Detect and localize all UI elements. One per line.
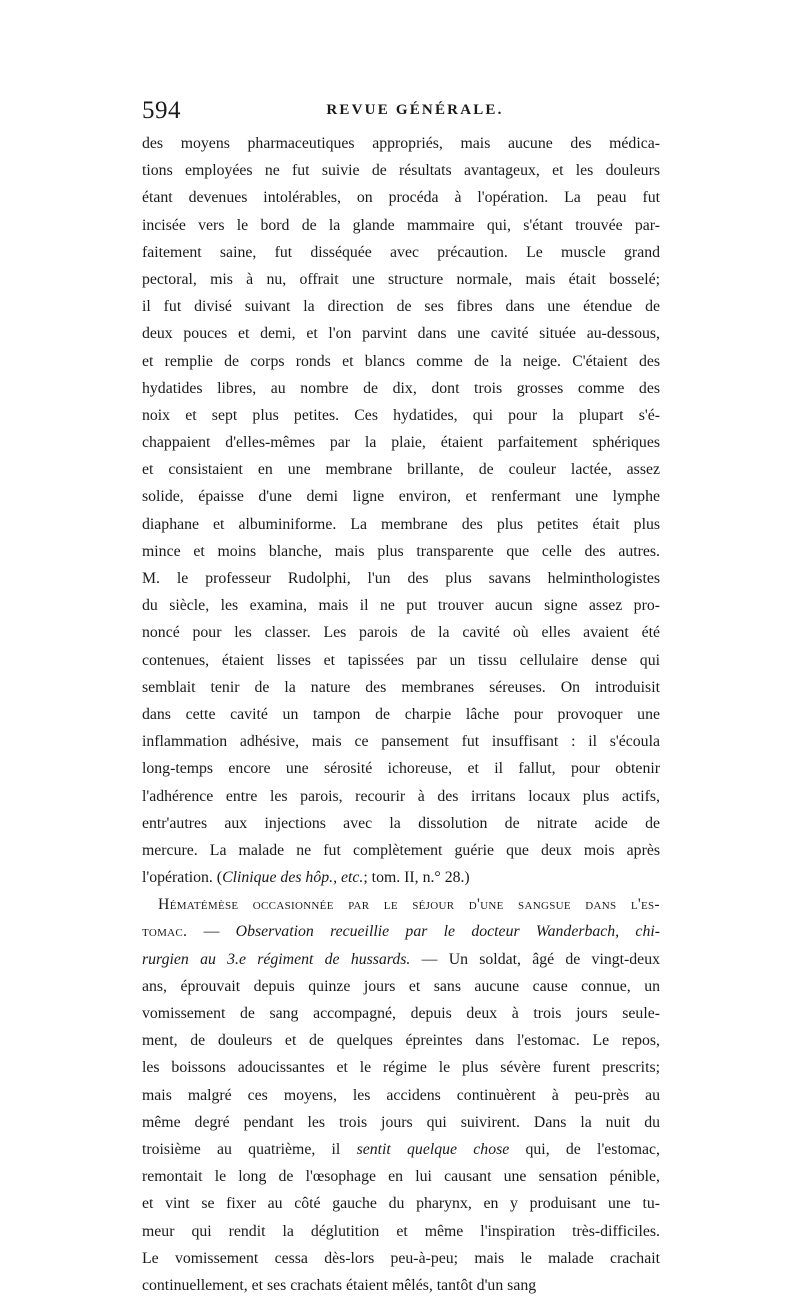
running-head: REVUE GÉNÉRALE. bbox=[326, 102, 504, 118]
text-span: — Un soldat, âgé de vingt-deux bbox=[410, 950, 660, 968]
text-line: et consistaient en une membrane brillante, de couleur lactée, assez bbox=[142, 461, 660, 479]
text-line: M. le professeur Rudolphi, l'un des plus savans helminthologistes bbox=[142, 570, 660, 587]
text-line: noncé pour les classer. Les parois de la cavité où elles avaient été bbox=[142, 624, 660, 642]
text-line: entr'autres aux injections avec la dissolution de nitrate acide de bbox=[142, 814, 660, 832]
text-line bbox=[142, 864, 660, 891]
section-title: Hématémèse occasionnée par le séjour d'une sangsue dans l'es- bbox=[158, 896, 660, 914]
text-line: Le vomissement cessa dès-lors peu-à-peu; mais le malade crachait bbox=[142, 1249, 660, 1267]
text-line: mais malgré ces moyens, les accidens continuèrent à peu-près au bbox=[142, 1086, 660, 1104]
text-line: contenues, étaient lisses et tapissées par un tissu cellulaire dense qui bbox=[142, 651, 660, 669]
text-span: — bbox=[187, 923, 236, 941]
text-line: ment, de douleurs et de quelques épreintes dans l'estomac. Le repos, bbox=[142, 1032, 660, 1050]
text-line bbox=[142, 1136, 660, 1163]
text-line: inflammation adhésive, mais ce pansement fut insuffisant : il s'écoula bbox=[142, 733, 660, 751]
paragraph-lines bbox=[142, 973, 660, 1136]
text-line: solide, épaisse d'une demi ligne environ, et renfermant une lymphe bbox=[142, 488, 660, 506]
paragraph-hematemesis bbox=[142, 891, 660, 1299]
text-line: chappaient d'elles-mêmes par la plaie, étaient parfaitement sphériques bbox=[142, 434, 660, 452]
text-line: du siècle, les examina, mais il ne put trouver aucun signe assez pro- bbox=[142, 597, 660, 615]
text-line: les boissons adoucissantes et le régime le plus sévère furent prescrits; bbox=[142, 1059, 660, 1077]
text-line: mince et moins blanche, mais plus transparente que celle des autres. bbox=[142, 542, 660, 560]
text-line: deux pouces et demi, et l'on parvint dans une cavité située au-dessous, bbox=[142, 325, 660, 343]
body-text bbox=[142, 130, 660, 1299]
text-line: et vint se fixer au côté gauche du pharynx, en y produisant une tu- bbox=[142, 1195, 660, 1213]
text-line: meur qui rendit la déglutition et même l'inspiration très-difficiles. bbox=[142, 1222, 660, 1240]
text-line: continuellement, et ses crachats étaient mêlés, tantôt d'un sang bbox=[142, 1276, 537, 1294]
text-line: incisée vers le bord de la glande mammaire qui, s'étant trouvée par- bbox=[142, 216, 660, 234]
text-line: même degré pendant les trois jours qui suivirent. Dans la nuit du bbox=[142, 1113, 660, 1131]
text-line: noix et sept plus petites. Ces hydatides, qui pour la plupart s'é- bbox=[142, 406, 660, 424]
text-span: l'opération. ( bbox=[142, 869, 223, 887]
text-line: et remplie de corps ronds et blancs comme de la neige. C'étaient des bbox=[142, 352, 660, 370]
text-line: tions employées ne fut suivie de résultats avantageux, et les douleurs bbox=[142, 162, 660, 180]
text-line: diaphane et albuminiforme. La membrane des plus petites était plus bbox=[142, 515, 660, 533]
paragraph-clinical-case bbox=[142, 130, 660, 864]
text-line: l'adhérence entre les parois, recourir à des irritans locaux plus actifs, bbox=[142, 787, 660, 805]
text-span: ; tom. II, n.° 28.) bbox=[363, 869, 470, 887]
text-line: mercure. La malade ne fut complètement guérie que deux mois après bbox=[142, 841, 660, 859]
citation-title: Clinique des hôp., etc. bbox=[222, 869, 364, 887]
text-line: des moyens pharmaceutiques appropriés, mais aucune des médica- bbox=[142, 135, 660, 152]
text-line: dans cette cavité un tampon de charpie lâche pour provoquer une bbox=[142, 705, 660, 723]
text-span: qui, de l'estomac, bbox=[509, 1140, 660, 1158]
emphasis: sentit quelque chose bbox=[356, 1140, 510, 1158]
page-header bbox=[142, 96, 662, 130]
text-line bbox=[142, 946, 660, 973]
text-line: remontait le long de l'œsophage en lui causant une sensation pénible, bbox=[142, 1168, 660, 1186]
text-line: il fut divisé suivant la direction de ses fibres dans une étendue de bbox=[142, 298, 660, 316]
text-line: long-temps encore une sérosité ichoreuse, et il fallut, pour obtenir bbox=[142, 760, 660, 778]
text-line: pectoral, mis à nu, offrait une structure normale, mais était bosselé; bbox=[142, 270, 660, 288]
text-line: semblait tenir de la nature des membranes séreuses. On introduisit bbox=[142, 678, 660, 696]
text-line: vomissement de sang accompagné, depuis deux à trois jours seule- bbox=[142, 1005, 660, 1022]
observation-byline-end: rurgien au 3.e régiment de hussards. bbox=[142, 950, 411, 968]
text-span: troisième au quatrième, il bbox=[142, 1140, 357, 1158]
observation-byline: Observation recueillie par le docteur Wanderbach, chi- bbox=[235, 923, 660, 941]
section-title-line bbox=[142, 918, 660, 945]
page-number: 594 bbox=[142, 97, 181, 124]
text-line: étant devenues intolérables, on procéda à l'opération. La peau fut bbox=[142, 189, 660, 207]
section-title-end: tomac. bbox=[142, 923, 188, 941]
paragraph-lines bbox=[142, 1163, 660, 1299]
section-title-line bbox=[142, 891, 660, 918]
text-line: faitement saine, fut disséquée avec précaution. Le muscle grand bbox=[142, 243, 660, 261]
text-line: ans, éprouvait depuis quinze jours et sans aucune cause connue, un bbox=[142, 977, 660, 995]
text-line: hydatides libres, au nombre de dix, dont trois grosses comme des bbox=[142, 379, 660, 397]
